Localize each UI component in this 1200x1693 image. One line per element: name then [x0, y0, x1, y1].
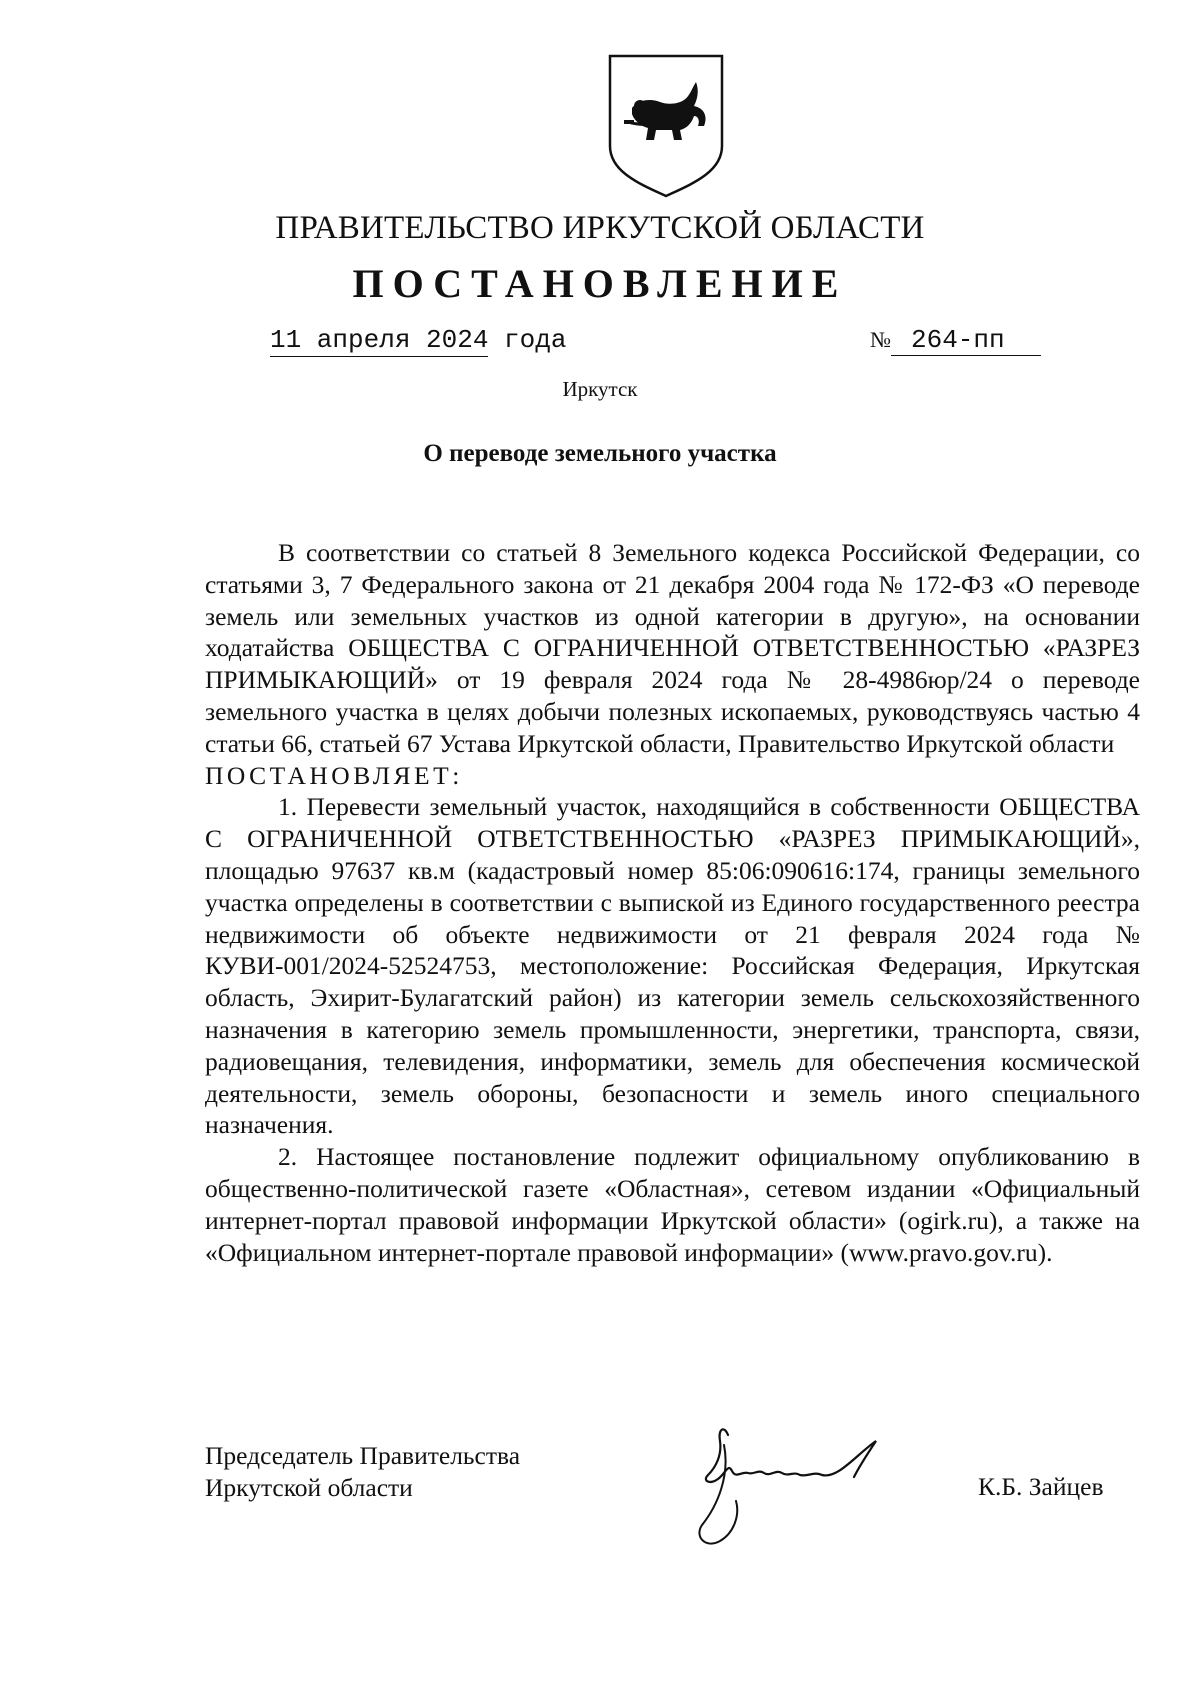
item-1-paragraph: 1. Перевести земельный участок, находящийся в собственности ОБЩЕСТВА С ОГРАНИЧЕННОЙ ОТВЕТСТВЕННОСТЬЮ «РАЗРЕЗ ПРИМЫКАЮЩИЙ», площадью 97637 кв.м (кадастровый номер 85:06:090616:174, границы земельного участка определены в соответствии с выпиской из Единого государственного реестра недвижимости об объекте недвижимости от 21 февраля 2024 года № КУВИ-001/2024-52524753, местоположение: Российская Федерация, Иркутская область, Эхирит-Булагатский район) из категории земель сельскохозяйственного назначения в категорию земель промышленности, энергетики, транспорта, связи, радиовещания, телевидения, информатики, земель для обеспечения космической деятельности, земель обороны, безопасности и земель иного специального назначения. [205, 792, 1140, 1140]
decree-word: ПОСТАНОВЛЯЕТ: [205, 760, 463, 790]
number-sign: № [870, 327, 891, 352]
signer-name: К.Б. Зайцев [978, 1472, 1104, 1501]
item-2-paragraph: 2. Настоящее постановление подлежит официальному опубликованию в общественно-политической газете «Областная», сетевом издании «Официальный интернет-портал правовой информации Иркутской области» (ogirk.ru), а также на «Официальном интернет-портале правовой информации» (www.pravo.gov.ru). [205, 1142, 1140, 1267]
document-type: ПОСТАНОВЛЕНИЕ [352, 261, 848, 306]
city: Иркутск [562, 377, 638, 401]
document-body [205, 537, 1140, 1268]
signer-position-line-2: Иркутской области [205, 1473, 413, 1502]
document-number [870, 325, 1058, 356]
signer-position [205, 1440, 520, 1504]
date-suffix: года [504, 325, 567, 355]
signer-position-line-1: Председатель Правительства [205, 1441, 521, 1470]
number-value: 264-пп [891, 325, 1041, 356]
preamble-paragraph: В соответствии со статьей 8 Земельного кодекса Российской Федерации, со статьями 3, 7 Федерального закона от 21 декабря 2004 года № 172-ФЗ «О переводе земель или земельных участков из одной категории в другую», на основании ходатайства ОБЩЕСТВА С ОГРАНИЧЕННОЙ ОТВЕТСТВЕННОСТЬЮ «РАЗРЕЗ ПРИМЫКАЮЩИЙ» от 19 февраля 2024 года № 28-4986юр/24 о переводе земельного участка в целях добычи полезных ископаемых, руководствуясь частью 4 статьи 66, статьей 67 Устава Иркутской области, Правительство Иркутской области [205, 538, 1140, 758]
signature-icon [688, 1415, 933, 1555]
organization-name: ПРАВИТЕЛЬСТВО ИРКУТСКОЙ ОБЛАСТИ [275, 210, 925, 246]
date-value: 11 апреля 2024 [270, 325, 489, 355]
coat-of-arms-icon [604, 50, 728, 200]
document-title: О переводе земельного участка [423, 440, 777, 467]
document-date [270, 325, 566, 355]
